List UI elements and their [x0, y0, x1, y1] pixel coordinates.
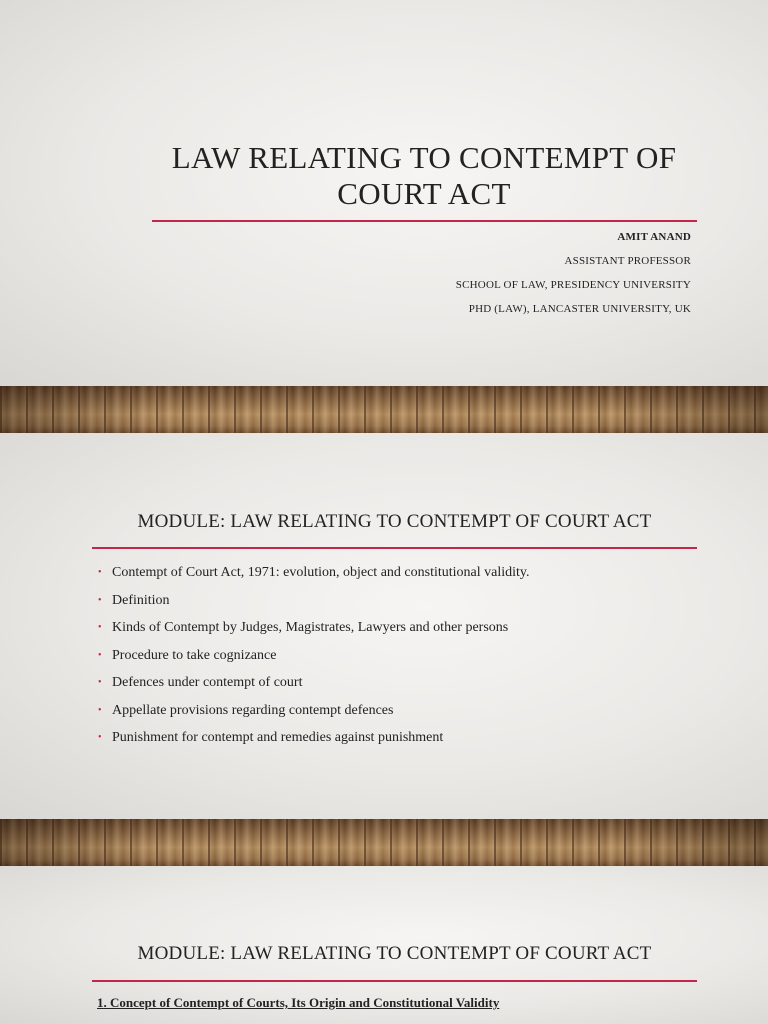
- bullet-icon: •: [98, 649, 102, 661]
- bullet-icon: •: [98, 677, 102, 688]
- slide-2: [0, 433, 768, 819]
- bullet-text: Defences under contempt of court: [112, 675, 303, 690]
- list-item: [98, 674, 529, 702]
- title-line-1: LAW RELATING TO CONTEMPT OF: [171, 140, 677, 175]
- slide-2-divider: [92, 547, 697, 549]
- bullet-icon: •: [98, 622, 102, 633]
- slide-3-title: MODULE: LAW RELATING TO CONTEMPT OF COURT ACT: [137, 943, 652, 964]
- bullet-text: Procedure to take cognizance: [112, 647, 277, 663]
- bullet-text: Kinds of Contempt by Judges, Magistrates, Lawyers and other persons: [112, 620, 509, 635]
- author-degree: PHD (LAW), LANCASTER UNIVERSITY, UK: [468, 303, 691, 315]
- title-divider: [152, 220, 697, 222]
- author-role: ASSISTANT PROFESSOR: [564, 255, 691, 267]
- title-line-2: COURT ACT: [337, 176, 511, 211]
- bullet-icon: •: [98, 732, 102, 743]
- slide-2-bullet-list: [98, 564, 529, 757]
- bullet-text: Appellate provisions regarding contempt defences: [112, 702, 394, 718]
- bullet-icon: •: [98, 594, 102, 606]
- bullet-icon: •: [98, 704, 102, 716]
- list-item: [98, 592, 529, 620]
- list-item: [98, 702, 529, 730]
- bullet-text: Punishment for contempt and remedies against punishment: [112, 730, 444, 745]
- bullet-icon: •: [98, 567, 102, 578]
- slide-3-divider: [92, 980, 697, 982]
- list-item: [98, 619, 529, 647]
- bullet-text: Definition: [112, 592, 170, 608]
- slide-3: [0, 866, 768, 1024]
- slide-2-title: MODULE: LAW RELATING TO CONTEMPT OF COURT ACT: [137, 511, 652, 532]
- list-item: [98, 647, 529, 675]
- slide-2-floor-decoration: [0, 819, 768, 866]
- slide-1-floor-decoration: [0, 386, 768, 433]
- bullet-text: Contempt of Court Act, 1971: evolution, object and constitutional validity.: [112, 565, 530, 580]
- slide-3-section-heading: 1. Concept of Contempt of Courts, Its Origin and Constitutional Validity: [97, 995, 500, 1010]
- list-item: [98, 564, 529, 592]
- list-item: [98, 729, 529, 757]
- slide-1: [0, 0, 768, 386]
- author-name: AMIT ANAND: [617, 231, 691, 243]
- author-block: [456, 231, 691, 327]
- slide-1-title: [150, 140, 698, 212]
- author-school: SCHOOL OF LAW, PRESIDENCY UNIVERSITY: [455, 279, 691, 291]
